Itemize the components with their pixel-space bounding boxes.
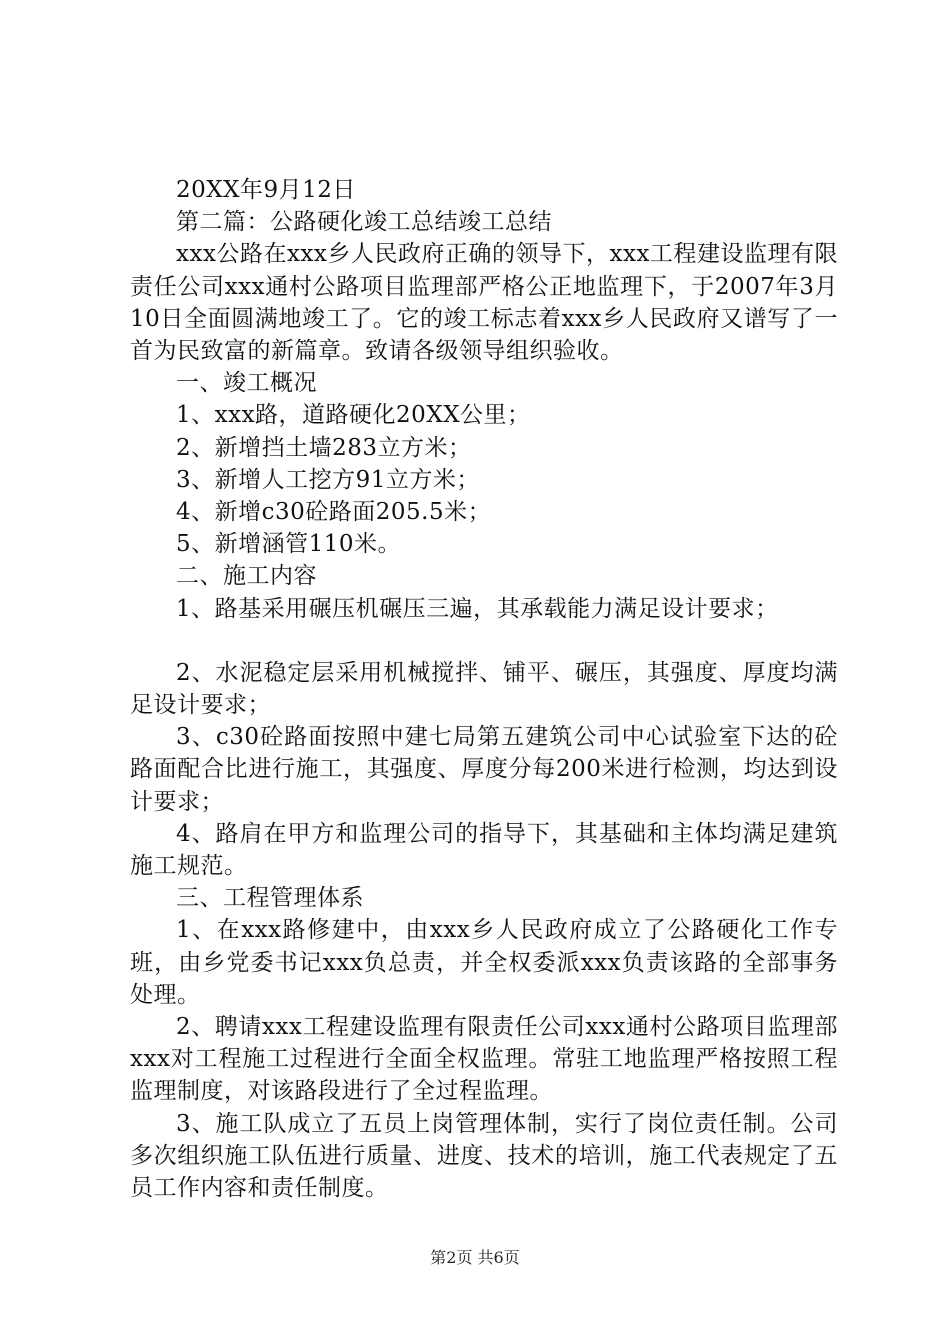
overview-item: 1、xxx路，道路硬化20XX公里； — [176, 402, 531, 429]
management-item: 3、施工队成立了五员上岗管理体制，实行了岗位责任制。公司多次组织施工队伍进行质量、进度、技术的培训，施工代表规定了五员工作内容和责任制度。 — [130, 1110, 838, 1202]
page-number-footer: 第2页 共6页 — [430, 1248, 520, 1267]
heading-completion-overview: 一、竣工概况 — [176, 370, 317, 397]
overview-item: 5、新增涵管110米。 — [176, 531, 402, 558]
document-body — [130, 174, 838, 1204]
blank-line — [130, 625, 838, 657]
content-item: 4、路肩在甲方和监理公司的指导下，其基础和主体均满足建筑施工规范。 — [130, 820, 838, 880]
intro-paragraph: xxx公路在xxx乡人民政府正确的领导下，xxx工程建设监理有限责任公司xxx通村公路项目监理部严格公正地监理下，于2007年3月10日全面圆满地竣工了。它的竣工标志着xxx乡人民政府又谱写了一首为民致富的新篇章。致请各级领导组织验收。 — [130, 241, 838, 365]
overview-item: 2、新增挡土墙283立方米； — [176, 434, 472, 461]
content-item: 2、水泥稳定层采用机械搅拌、铺平、碾压，其强度、厚度均满足设计要求； — [130, 659, 838, 719]
overview-item: 3、新增人工挖方91立方米； — [176, 466, 480, 493]
heading-management-system: 三、工程管理体系 — [176, 885, 364, 912]
overview-item: 4、新增c30砼路面205.5米； — [176, 499, 492, 526]
date-line: 20XX年9月12日 — [176, 177, 356, 203]
content-item: 3、c30砼路面按照中建七局第五建筑公司中心试验室下达的砼路面配合比进行施工，其强度、厚度分每200米进行检测，均达到设计要求； — [130, 724, 838, 815]
heading-construction-content: 二、施工内容 — [176, 563, 317, 590]
section-title: 第二篇：公路硬化竣工总结竣工总结 — [176, 209, 552, 236]
management-item: 1、在xxx路修建中，由xxx乡人民政府成立了公路硬化工作专班，由乡党委书记xxx负总责，并全权委派xxx负责该路的全部事务处理。 — [130, 917, 838, 1008]
management-item: 2、聘请xxx工程建设监理有限责任公司xxx通村公路项目监理部xxx对工程施工过程进行全面全权监理。常驻工地监理严格按照工程监理制度，对该路段进行了全过程监理。 — [130, 1014, 838, 1105]
content-item: 1、路基采用碾压机碾压三遍，其承载能力满足设计要求； — [176, 595, 779, 622]
